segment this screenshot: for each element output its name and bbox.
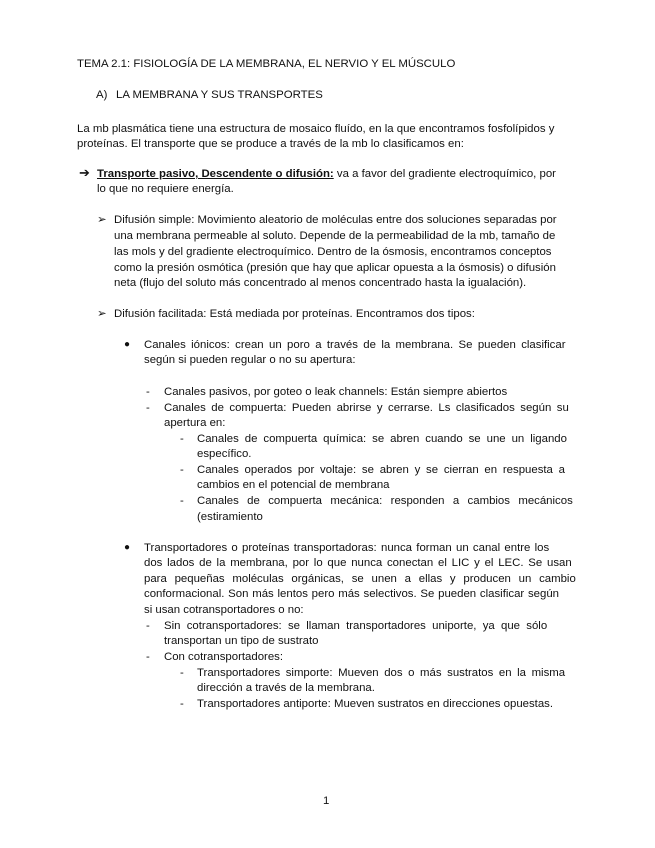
voltage-gated-line: Canales operados por voltaje: se abren y se cierran en respuesta a xyxy=(197,464,565,476)
passive-channels-text: Canales pasivos, por goteo o leak channels: Están siempre abiertos xyxy=(164,386,508,398)
passive-transport-line2: lo que no requiere energía. xyxy=(97,183,234,195)
facilitated-diffusion-text: Difusión facilitada: Está mediada por proteínas. Encontramos dos tipos: xyxy=(114,308,475,320)
simple-diffusion-line: Difusión simple: Movimiento aleatorio de moléculas entre dos soluciones separadas por xyxy=(114,214,557,226)
ion-channels-line: Canales iónicos: crean un poro a través de la membrana. Se pueden clasificar xyxy=(144,339,566,351)
mechanical-gated-line: Canales de compuerta mecánica: responden a cambios mecánicos xyxy=(197,495,573,507)
arrowhead-bullet-icon: ➢ xyxy=(97,214,107,226)
transporters-line: para pequeñas moléculas orgánicas, se unen a ellas y producen un cambio xyxy=(144,573,576,585)
intro-line: La mb plasmática tiene una estructura de mosaico fluído, en la que encontramos fosfolípidos y xyxy=(77,123,555,135)
dash-bullet: - xyxy=(146,620,150,632)
voltage-gated-line: cambios en el potencial de membrana xyxy=(197,479,390,491)
antiport-line: Transportadores antiporte: Mueven sustratos en direcciones opuestas. xyxy=(197,698,554,710)
simple-diffusion-line: las mols y del gradiente electroquímico. Dentro de la ósmosis, encontramos conceptos xyxy=(114,246,552,258)
dash-bullet: - xyxy=(180,495,184,507)
transporters-line: conformacional. Son más lentos pero más selectivos. Se pueden clasificar según xyxy=(144,588,560,600)
arrowhead-bullet-icon: ➢ xyxy=(97,308,107,320)
simple-diffusion-line: como la presión osmótica (presión que hay que aplicar opuesta a la ósmosis) o difusión xyxy=(114,262,556,274)
with-cotransport-text: Con cotransportadores: xyxy=(164,651,284,663)
simple-diffusion-line: neta (flujo del soluto más concentrado al menos concentrado hasta la igualación). xyxy=(114,277,527,289)
passive-transport-line xyxy=(97,167,556,181)
arrow-bullet-icon: ➔ xyxy=(79,165,90,180)
page-number: 1 xyxy=(323,795,330,807)
transporters-line: si usan cotransportadores o no: xyxy=(144,604,304,616)
page-title: TEMA 2.1: FISIOLOGÍA DE LA MEMBRANA, EL NERVIO Y EL MÚSCULO xyxy=(77,58,456,70)
passive-transport-text: va a favor del gradiente electroquímico, por xyxy=(333,168,556,180)
transporters-line: dos lados de la membrana, por lo que nunca conectan el LIC y el LEC. Se usan xyxy=(144,557,572,569)
gated-channels-line: Canales de compuerta: Pueden abrirse y cerrarse. Ls clasificados según su xyxy=(164,402,569,414)
chemical-gated-line: específico. xyxy=(197,448,252,460)
section-marker: A) xyxy=(96,89,108,101)
dot-bullet-icon: ● xyxy=(124,339,131,350)
transporters-line: Transportadores o proteínas transportadoras: nunca forman un canal entre los xyxy=(144,542,550,554)
dash-bullet: - xyxy=(180,433,184,445)
dash-bullet: - xyxy=(146,651,150,663)
passive-transport-label: Transporte pasivo, Descendente o difusión: xyxy=(97,168,334,180)
dash-bullet: - xyxy=(180,698,184,710)
dash-bullet: - xyxy=(180,464,184,476)
dash-bullet: - xyxy=(146,386,150,398)
symport-line: dirección a través de la membrana. xyxy=(197,682,375,694)
intro-line: proteínas. El transporte que se produce a través de la mb lo clasificamos en: xyxy=(77,138,464,150)
dash-bullet: - xyxy=(180,667,184,679)
chemical-gated-line: Canales de compuerta química: se abren cuando se une un ligando xyxy=(197,433,567,445)
ion-channels-line: según si pueden regular o no su apertura: xyxy=(144,354,356,366)
section-heading: LA MEMBRANA Y SUS TRANSPORTES xyxy=(116,89,323,101)
mechanical-gated-line: (estiramiento xyxy=(197,511,263,523)
dot-bullet-icon: ● xyxy=(124,542,131,553)
dash-bullet: - xyxy=(146,402,150,414)
gated-channels-line: apertura en: xyxy=(164,417,226,429)
without-cotransport-line: transportan un tipo de sustrato xyxy=(164,635,319,647)
simple-diffusion-line: una membrana permeable al soluto. Depende de la permeabilidad de la mb, tamaño de xyxy=(114,230,556,242)
without-cotransport-line: Sin cotransportadores: se llaman transportadores uniporte, ya que sólo xyxy=(164,620,548,632)
symport-line: Transportadores simporte: Mueven dos o más sustratos en la misma xyxy=(197,667,566,679)
